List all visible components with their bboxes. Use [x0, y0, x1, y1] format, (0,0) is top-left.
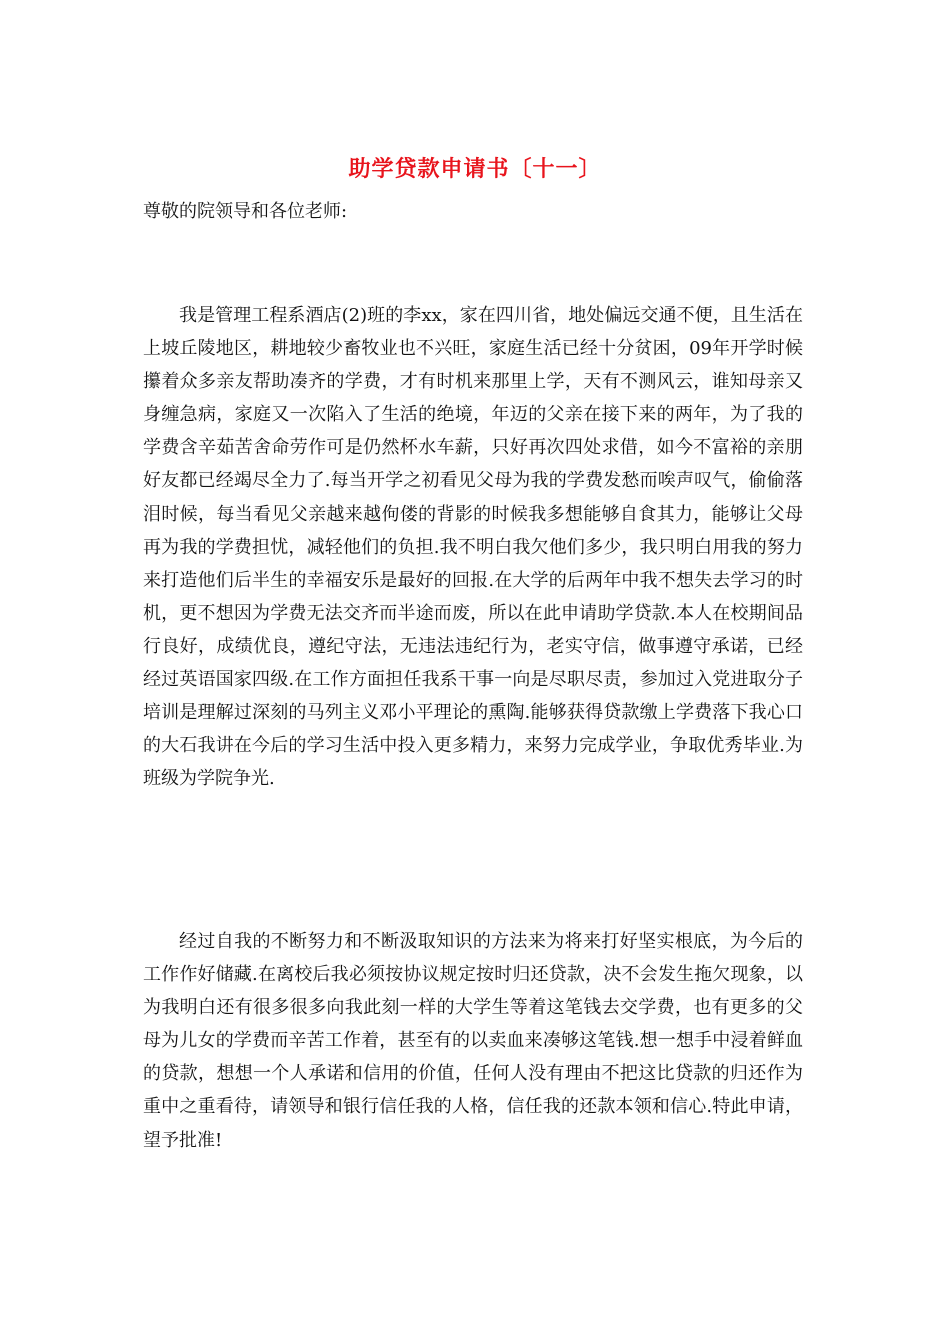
body-paragraph-1: 我是管理工程系酒店(2)班的李xx，家在四川省，地处偏远交通不便，且生活在上坡丘陵地区，耕地较少畜牧业也不兴旺，家庭生活已经十分贫困，09年开学时候攥着众多亲友帮助凑齐的学费，才有时机来那里上学，天有不测风云，谁知母亲又身缠急病，家庭又一次陷入了生活的绝境，年迈的父亲在接下来的两年，为了我的学费含辛茹苦舍命劳作可是仍然杯水车薪，只好再次四处求借，如今不富裕的亲朋好友都已经竭尽全力了.每当开学之初看见父母为我的学费发愁而唉声叹气，偷偷落泪时候，每当看见父亲越来越佝偻的背影的时候我多想能够自食其力，能够让父母再为我的学费担忧，减轻他们的负担.我不明白我欠他们多少，我只明白用我的努力来打造他们后半生的幸福安乐是最好的回报.在大学的后两年中我不想失去学习的时机，更不想因为学费无法交齐而半途而废，所以在此申请助学贷款.本人在校期间品行良好，成绩优良，遵纪守法，无违法违纪行为，老实守信，做事遵守承诺，已经经过英语国家四级.在工作方面担任我系干事一向是尽职尽责，参加过入党进取分子培训是理解过深刻的马列主义邓小平理论的熏陶.能够获得贷款缴上学费落下我心口的大石我讲在今后的学习生活中投入更多精力，来努力完成学业，争取优秀毕业.为班级为学院争光. [143, 305, 803, 790]
body-paragraph-2: 经过自我的不断努力和不断汲取知识的方法来为将来打好坚实根底，为今后的工作作好储藏.在离校后我必须按协议规定按时归还贷款，决不会发生拖欠现象，以为我明白还有很多很多向我此刻一样的大学生等着这笔钱去交学费，也有更多的父母为儿女的学费而辛苦工作着，甚至有的以卖血来凑够这笔钱.想一想手中浸着鲜血的贷款，想想一个人承诺和信用的价值，任何人没有理由不把这比贷款的归还作为重中之重看待，请领导和银行信任我的人格，信任我的还款本领和信心.特此申请，望予批准! [143, 931, 803, 1151]
document-title: 助学贷款申请书〔十一〕 [348, 156, 602, 182]
salutation: 尊敬的院领导和各位老师: [143, 201, 348, 222]
